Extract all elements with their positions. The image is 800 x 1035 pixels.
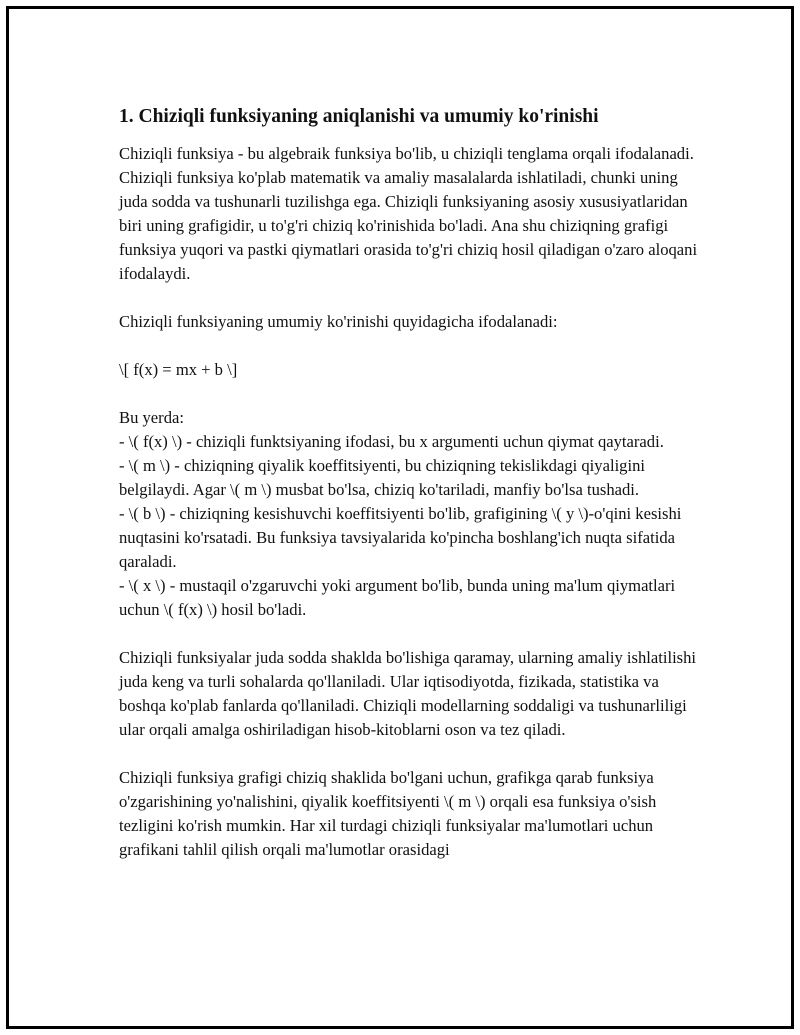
- section-heading: 1. Chiziqli funksiyaning aniqlanishi va umumiy ko'rinishi: [119, 106, 599, 127]
- definition-item-x: - \( x \) - mustaqil o'zgaruvchi yoki argument bo'lib, bunda uning ma'lum qiymatlari uchun \( f(x) \) hosil bo'ladi.: [119, 576, 676, 619]
- paragraph-definition: Chiziqli funksiya - bu algebraik funksiya bo'lib, u chiziqli tenglama orqali ifodalanadi. Chiziqli funksiya ko'plab matematik va amaliy masalalarda ishlatiladi, chunki uning juda sodda va tushunarli tuzilishga ega. Chiziqli funksiyaning asosiy xususiyatlaridan biri uning grafigidir, u to'g'ri chiziq ko'rinishida bo'ladi. Ana shu chiziqning grafigi funksiya yuqori va pastki qiymatlari orasida to'g'ri chiziq hosil qiladigan o'zaro aloqani ifodalaydi.: [119, 144, 698, 283]
- paragraph-general-form: Chiziqli funksiyaning umumiy ko'rinishi quyidagicha ifodalanadi:: [119, 312, 558, 331]
- definitions-list: [119, 406, 699, 622]
- paragraph-applications: Chiziqli funksiyalar juda sodda shaklda bo'lishiga qaramay, ularning amaliy ishlatilishi juda keng va turli sohalarda qo'llaniladi. Ular iqtisodiyotda, fizikada, statistika va boshqa ko'plab fanlarda qo'llaniladi. Chiziqli modellarning soddaligi va tushunarliligi ular orqali amalga oshiriladigan hisob-kitoblarni oson va tez qiladi.: [119, 648, 697, 739]
- definition-item-b: - \( b \) - chiziqning kesishuvchi koeffitsiyenti bo'lib, grafigining \( y \)-o'qini kesishi nuqtasini ko'rsatadi. Bu funksiya tavsiyalarida ko'pincha boshlang'ich nuqta sifatida qaraladi.: [119, 504, 682, 571]
- formula-linear-function: \[ f(x) = mx + b \]: [119, 360, 238, 379]
- document-body: [119, 93, 699, 886]
- definition-item-m: - \( m \) - chiziqning qiyalik koeffitsiyenti, bu chiziqning tekislikdagi qiyaligini belgilaydi. Agar \( m \) musbat bo'lsa, chiziq ko'tariladi, manfiy bo'lsa tushadi.: [119, 456, 645, 499]
- paragraph-graph-analysis: Chiziqli funksiya grafigi chiziq shaklida bo'lgani uchun, grafikga qarab funksiya o'zgarishining yo'nalishini, qiyalik koeffitsiyenti \( m \) orqali esa funksiya o'sish tezligini ko'rish mumkin. Har xil turdagi chiziqli funksiyalar ma'lumotlari uchun grafikani tahlil qilish orqali ma'lumotlar orasidagi: [119, 768, 657, 859]
- page-frame: [6, 6, 794, 1029]
- definition-item-fx: - \( f(x) \) - chiziqli funktsiyaning ifodasi, bu x argumenti uchun qiymat qaytaradi.: [119, 432, 664, 451]
- definitions-intro: Bu yerda:: [119, 408, 184, 427]
